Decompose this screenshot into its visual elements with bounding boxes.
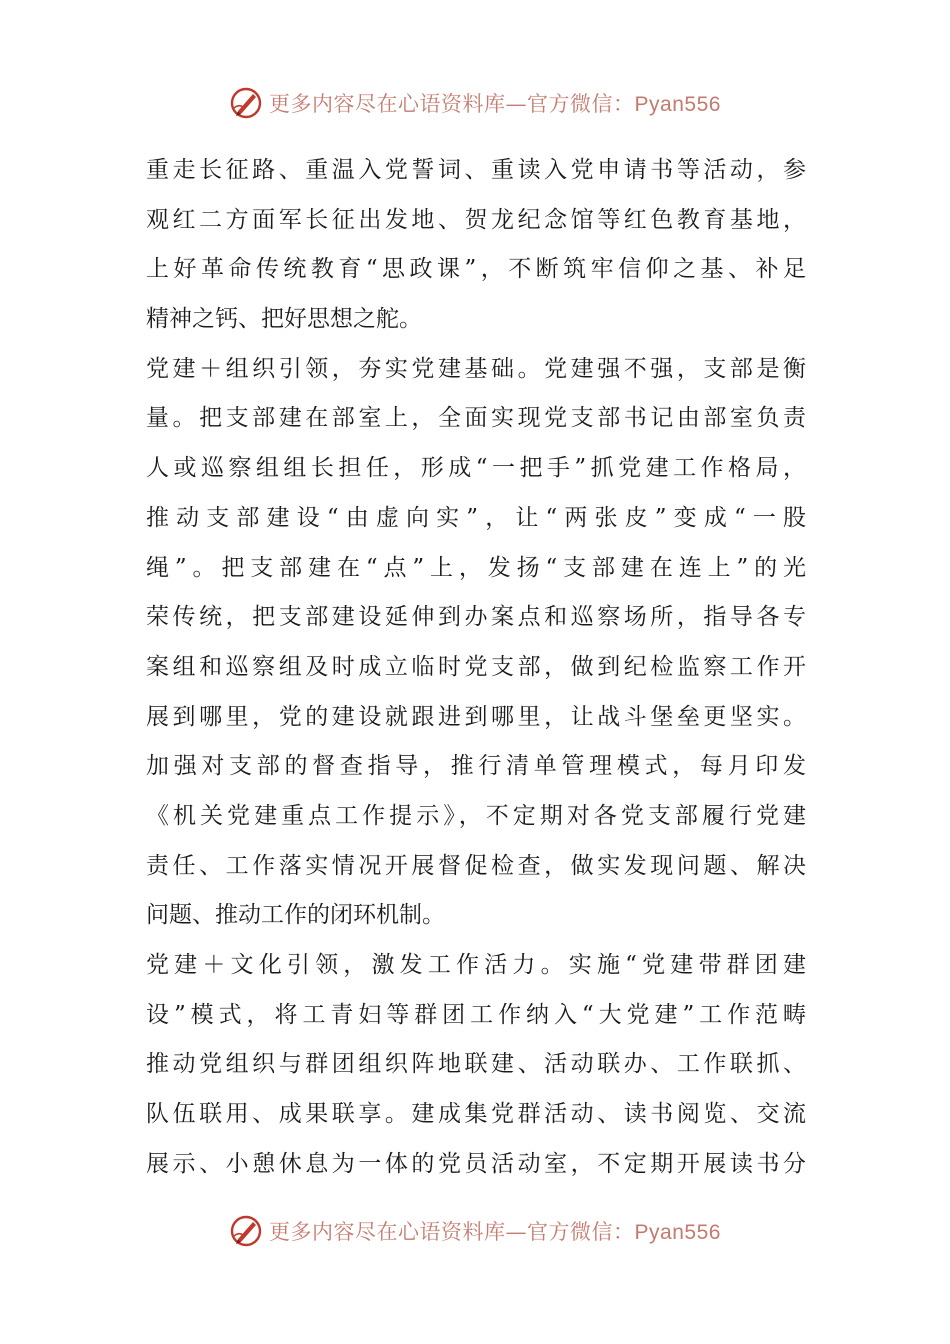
header-watermark-text: 更多内容尽在心语资料库—官方微信：Pyan556 — [269, 92, 721, 116]
body-line: 加强对支部的督查指导，推行清单管理模式，每月印发 — [146, 753, 806, 780]
body-line: 责任、工作落实情况开展督促检查，做实发现问题、解决 — [146, 852, 806, 879]
body-line: 案组和巡察组及时成立临时党支部，做到纪检监察工作开 — [146, 653, 806, 680]
body-line: 绳”。把支部建在“点”上，发扬“支部建在连上”的光 — [146, 554, 806, 581]
body-line: 党建＋组织引领，夯实党建基础。党建强不强，支部是衡 — [146, 355, 806, 382]
header-wechat-id: Pyan556 — [634, 93, 721, 116]
body-line: 人或巡察组组长担任，形成“一把手”抓党建工作格局， — [146, 455, 806, 482]
body-line: 上好革命传统教育“思政课”，不断筑牢信仰之基、补足 — [146, 256, 806, 283]
body-line: 重走长征路、重温入党誓词、重读入党申请书等活动，参 — [146, 157, 806, 183]
body-line: 荣传统，把支部建设延伸到办案点和巡察场所，指导各专 — [146, 604, 806, 631]
pen-circle-logo-icon — [229, 86, 263, 120]
body-line: 精神之钙、把好思想之舵。 — [146, 306, 422, 333]
body-line: 问题、推动工作的闭环机制。 — [146, 902, 445, 929]
body-line: 展示、小憩休息为一体的党员活动室，不定期开展读书分 — [146, 1150, 806, 1177]
body-line: 推动支部建设“由虚向实”，让“两张皮”变成“一股 — [146, 504, 806, 531]
body-line: 量。把支部建在部室上，全面实现党支部书记由部室负责 — [146, 405, 806, 432]
footer-watermark-text: 更多内容尽在心语资料库—官方微信：Pyan556 — [269, 1220, 721, 1244]
document-body — [146, 146, 806, 1189]
body-line: 设”模式，将工青妇等群团工作纳入“大党建”工作范畴 — [146, 1001, 806, 1028]
body-line: 展到哪里，党的建设就跟进到哪里，让战斗堡垒更坚实。 — [146, 703, 806, 730]
footer-watermark-banner — [0, 1211, 950, 1251]
footer-wechat-id: Pyan556 — [634, 1221, 721, 1244]
body-line: 推动党组织与群团组织阵地联建、活动联办、工作联抓、 — [146, 1051, 806, 1078]
header-watermark-banner — [0, 83, 950, 123]
pen-circle-logo-icon — [229, 1214, 263, 1248]
body-line: 党建＋文化引领，激发工作活力。实施“党建带群团建 — [146, 952, 806, 978]
body-line: 队伍联用、成果联享。建成集党群活动、读书阅览、交流 — [146, 1101, 806, 1128]
body-line: 《机关党建重点工作提示》，不定期对各党支部履行党建 — [146, 802, 806, 829]
body-line: 观红二方面军长征出发地、贺龙纪念馆等红色教育基地， — [146, 206, 806, 233]
